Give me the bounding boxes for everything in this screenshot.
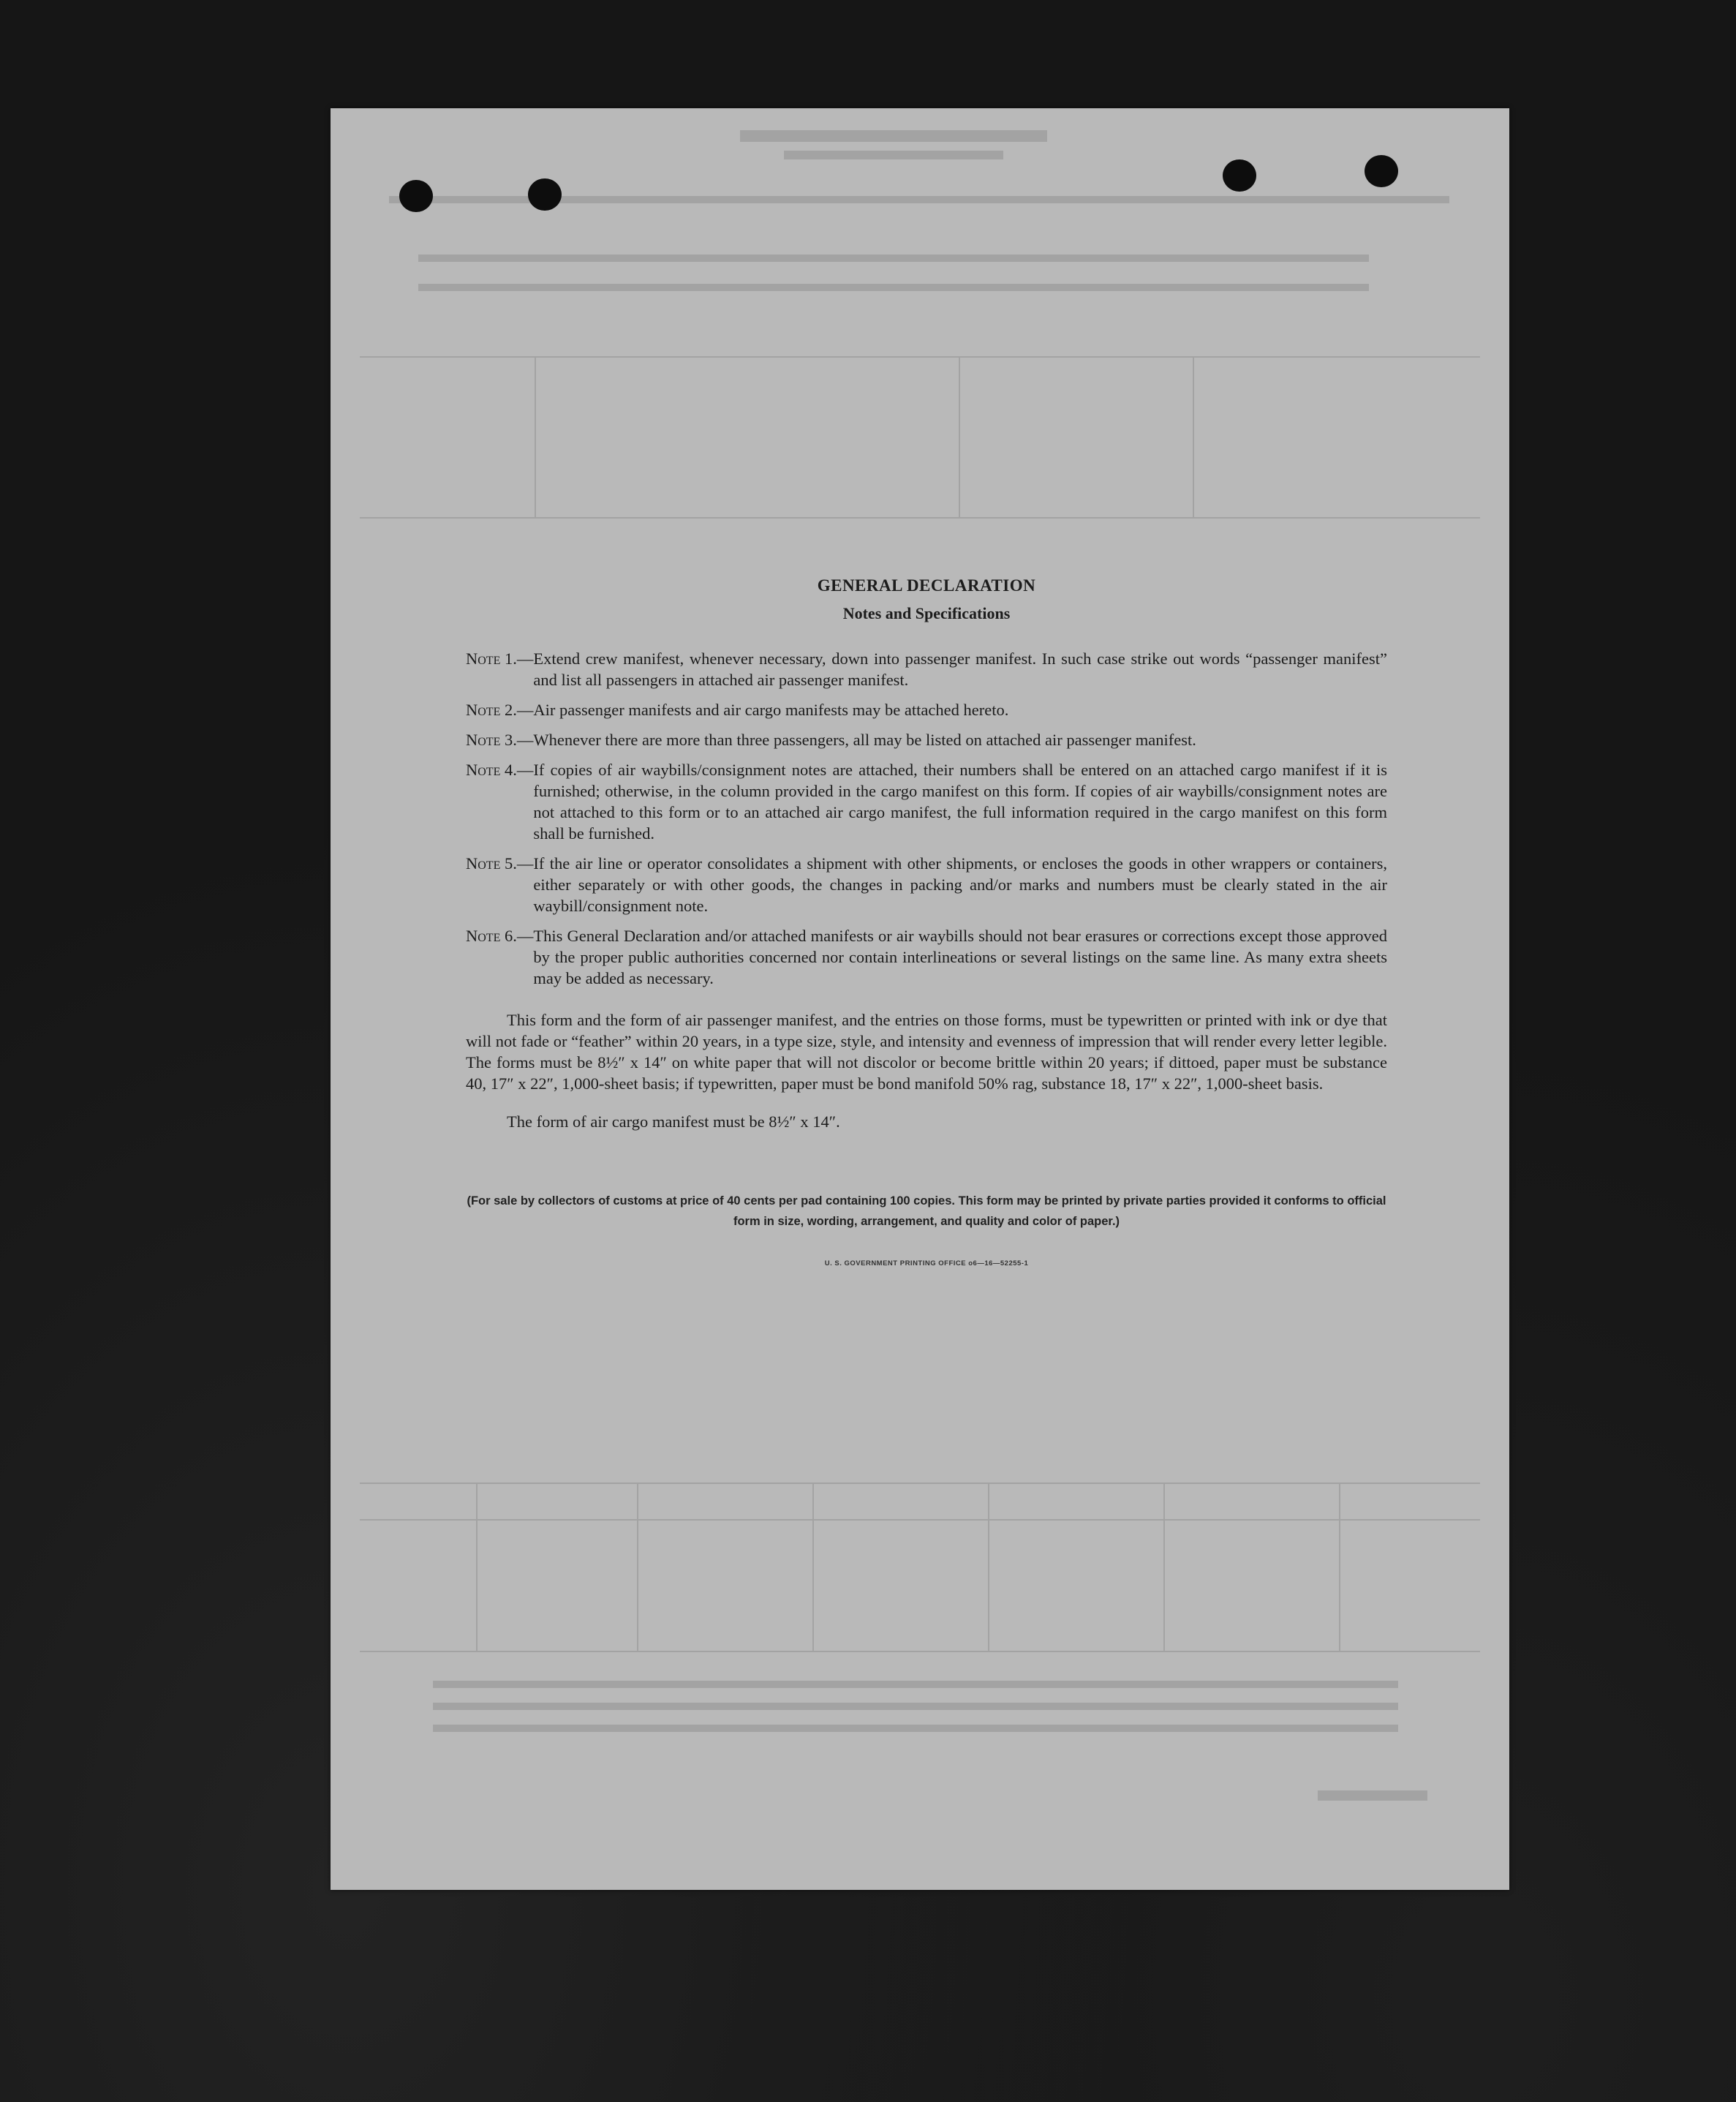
note-label: Note 3. <box>466 731 517 749</box>
notes-content <box>466 576 1387 1274</box>
note-6: Note 6. — This General Declaration and/or attached manifests or air waybills should not bear erasures or corrections except those approved by the proper public authorities concerned nor contain interlineations or several listings on the same line. As many extra sheets may be added as necessary. <box>466 927 1387 987</box>
punch-hole <box>1223 159 1256 192</box>
note-5: Note 5. — If the air line or operator consolidates a shipment with other shipments, or encloses the goods in other wrappers or containers, either separately or with other goods, the changes in packing and/or marks and numbers must be clearly stated in the air waybill/consignment note. <box>466 854 1387 915</box>
note-text: If the air line or operator consolidates a shipment with other shipments, or encloses the goods in other wrappers or containers, either separately or with other goods, the changes in packing and/or marks and numbers must be clearly stated in the air waybill/consignment note. <box>533 854 1387 915</box>
note-label: Note 2. <box>466 701 517 719</box>
punch-hole <box>1365 155 1398 187</box>
note-1: Note 1. — Extend crew manifest, whenever necessary, down into passenger manifest. In such case strike out words “passenger manifest” and list all passengers in attached air passenger manifest. <box>466 649 1387 689</box>
note-text: If copies of air waybills/consignment notes are attached, their numbers shall be entered on an attached cargo manifest if it is furnished; otherwise, in the column provided in the cargo manifest on this form. If copies of air waybills/consignment notes are not attached to this form or to an attached air cargo manifest, the full information required in the cargo manifest on this form shall be furnished. <box>533 761 1387 843</box>
note-text: This General Declaration and/or attached manifests or air waybills should not bear erasures or corrections except those approved by the proper public authorities concerned nor contain interlineations or several listings on the same line. As many extra sheets may be added as necessary. <box>533 927 1387 987</box>
note-label: Note 5. <box>466 854 517 873</box>
punch-hole <box>528 178 562 211</box>
note-label: Note 1. <box>466 649 517 668</box>
note-2: Note 2. — Air passenger manifests and air cargo manifests may be attached hereto. <box>466 699 1387 720</box>
specification-paragraph: This form and the form of air passenger manifest, and the entries on those forms, must be typewritten or printed with ink or dye that will not fade or “feather” within 20 years, in a type size, style, and intensity and evenness of impression that will render every letter legible. The forms must be 8½″ x 14″ on white paper that will not discolor or become brittle within 20 years; if dittoed, paper must be substance 40, 17″ x 22″, 1,000-sheet basis; if typewritten, paper must be bond manifold 50% rag, substance 18, 17″ x 22″, 1,000-sheet basis. <box>466 1011 1387 1093</box>
note-text: Extend crew manifest, whenever necessary, down into passenger manifest. In such case strike out words “passenger manifest” and list all passengers in attached air passenger manifest. <box>533 649 1387 689</box>
document-page <box>331 108 1509 1890</box>
printer-line: U. S. GOVERNMENT PRINTING OFFICE o6—16—52255-1 <box>824 1259 1029 1267</box>
note-label: Note 6. <box>466 927 517 945</box>
punch-hole <box>399 180 433 212</box>
note-3: Note 3. — Whenever there are more than three passengers, all may be listed on attached air passenger manifest. <box>466 729 1387 750</box>
note-text: Air passenger manifests and air cargo manifests may be attached hereto. <box>533 701 1009 719</box>
declaration-heading: GENERAL DECLARATION <box>817 576 1036 595</box>
note-text: Whenever there are more than three passengers, all may be listed on attached air passenger manifest. <box>533 731 1196 749</box>
cargo-manifest-size-note: The form of air cargo manifest must be 8½″ x 14″. <box>507 1112 840 1131</box>
note-label: Note 4. <box>466 761 517 779</box>
note-4: Note 4. — If copies of air waybills/consignment notes are attached, their numbers shall be entered on an attached cargo manifest if it is furnished; otherwise, in the column provided in the cargo manifest on this form. If copies of air waybills/consignment notes are not attached to this form or to an attached air cargo manifest, the full information required in the cargo manifest on this form shall be furnished. <box>466 761 1387 843</box>
sale-note: (For sale by collectors of customs at price of 40 cents per pad containing 100 copies. This form may be printed by private parties provided it conforms to official form in size, wording, arrangement, and quality and color of paper.) <box>467 1194 1386 1228</box>
declaration-subheading: Notes and Specifications <box>842 604 1011 622</box>
